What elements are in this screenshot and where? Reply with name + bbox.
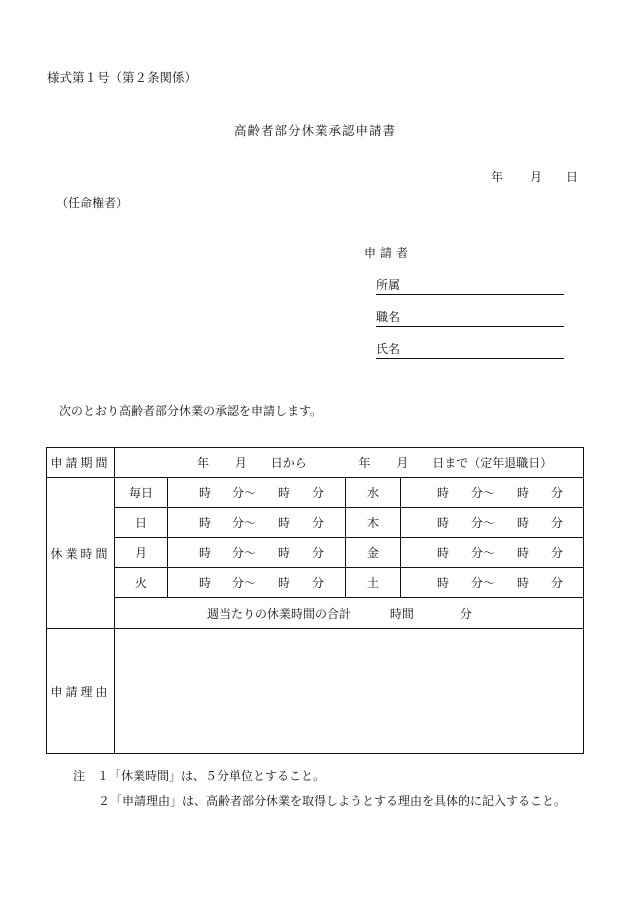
period-from-year: 年 bbox=[197, 456, 210, 470]
period-to-day: 日まで（定年退職日） bbox=[432, 456, 553, 470]
minute-from-unit: 分～ bbox=[471, 516, 496, 530]
day-label-fri: 金 bbox=[346, 538, 401, 568]
time-range-sun[interactable] bbox=[168, 508, 346, 538]
period-to-month: 月 bbox=[396, 456, 409, 470]
time-range-sat[interactable] bbox=[401, 568, 584, 598]
affiliation-field[interactable] bbox=[376, 276, 564, 295]
hours-row-2 bbox=[47, 508, 584, 538]
minute-unit: 分 bbox=[551, 516, 564, 530]
day-label-tue: 火 bbox=[115, 568, 168, 598]
date-year-label: 年 bbox=[491, 170, 504, 184]
hour-unit: 時 bbox=[437, 576, 450, 590]
hour-unit: 時 bbox=[278, 546, 291, 560]
applicant-label: 申請者 bbox=[364, 246, 413, 260]
minute-unit: 分 bbox=[312, 576, 325, 590]
minute-unit: 分 bbox=[312, 546, 325, 560]
minute-unit: 分 bbox=[551, 486, 564, 500]
minute-from-unit: 分～ bbox=[471, 486, 496, 500]
minute-from-unit: 分～ bbox=[232, 516, 257, 530]
affiliation-label: 所属 bbox=[376, 278, 401, 292]
name-label: 氏名 bbox=[376, 342, 401, 356]
reason-label: 申請理由 bbox=[47, 629, 115, 754]
period-to-year: 年 bbox=[358, 456, 371, 470]
hour-unit: 時 bbox=[517, 516, 530, 530]
hour-unit: 時 bbox=[437, 486, 450, 500]
day-label-sat: 土 bbox=[346, 568, 401, 598]
minute-unit: 分 bbox=[312, 486, 325, 500]
day-label-mon: 月 bbox=[115, 538, 168, 568]
weekly-total-field[interactable] bbox=[115, 598, 584, 629]
time-range-mon[interactable] bbox=[168, 538, 346, 568]
period-from-month: 月 bbox=[234, 456, 247, 470]
period-field[interactable] bbox=[115, 448, 584, 478]
period-from-day: 日から bbox=[270, 456, 307, 470]
minute-from-unit: 分～ bbox=[471, 546, 496, 560]
day-label-thu: 木 bbox=[346, 508, 401, 538]
minute-from-unit: 分～ bbox=[232, 576, 257, 590]
hour-unit: 時 bbox=[517, 546, 530, 560]
minute-unit: 分 bbox=[312, 516, 325, 530]
weekly-total-label: 週当たりの休業時間の合計 bbox=[207, 606, 352, 621]
hour-unit: 時 bbox=[278, 576, 291, 590]
document-title: 高齢者部分休業承認申請書 bbox=[233, 123, 396, 138]
time-range-thu[interactable] bbox=[401, 508, 584, 538]
time-range-tue[interactable] bbox=[168, 568, 346, 598]
form-number: 様式第１号（第２条関係） bbox=[47, 70, 198, 85]
hour-unit: 時 bbox=[517, 486, 530, 500]
hours-row-1 bbox=[47, 478, 584, 508]
reason-field[interactable] bbox=[115, 629, 584, 754]
note-2: ２「申請理由」は、高齢者部分休業を取得しようとする理由を具体的に記入すること。 bbox=[98, 794, 567, 808]
position-label: 職名 bbox=[376, 310, 401, 324]
day-label-wed: 水 bbox=[346, 478, 401, 508]
position-field[interactable] bbox=[376, 308, 564, 327]
time-range-fri[interactable] bbox=[401, 538, 584, 568]
minute-unit: 分 bbox=[551, 546, 564, 560]
appointer-label: （任命権者） bbox=[56, 196, 129, 210]
hour-unit: 時 bbox=[199, 486, 212, 500]
minute-from-unit: 分～ bbox=[232, 546, 257, 560]
date-month-label: 月 bbox=[530, 170, 543, 184]
hour-unit: 時 bbox=[437, 516, 450, 530]
hour-unit: 時 bbox=[517, 576, 530, 590]
hour-unit: 時 bbox=[199, 516, 212, 530]
minute-from-unit: 分～ bbox=[471, 576, 496, 590]
statement-text: 次のとおり高齢者部分休業の承認を申請します。 bbox=[59, 404, 323, 418]
reason-row bbox=[47, 629, 584, 754]
hour-unit: 時 bbox=[278, 486, 291, 500]
hour-unit: 時 bbox=[199, 576, 212, 590]
time-range-wed[interactable] bbox=[401, 478, 584, 508]
weekly-total-minutes: 分 bbox=[459, 606, 472, 621]
weekly-total-hours: 時間 bbox=[389, 606, 414, 621]
time-range-every[interactable] bbox=[168, 478, 346, 508]
name-field[interactable] bbox=[376, 340, 564, 359]
minute-from-unit: 分～ bbox=[232, 486, 257, 500]
day-label-every: 毎日 bbox=[115, 478, 168, 508]
day-label-sun: 日 bbox=[115, 508, 168, 538]
period-label: 申請期間 bbox=[47, 448, 115, 478]
hour-unit: 時 bbox=[278, 516, 291, 530]
period-row bbox=[47, 448, 584, 478]
weekly-total-row bbox=[47, 598, 584, 629]
date-day-label: 日 bbox=[566, 170, 579, 184]
hours-label: 休業時間 bbox=[47, 478, 115, 629]
hour-unit: 時 bbox=[437, 546, 450, 560]
hours-row-4 bbox=[47, 568, 584, 598]
application-table bbox=[46, 447, 584, 754]
minute-unit: 分 bbox=[551, 576, 564, 590]
hour-unit: 時 bbox=[199, 546, 212, 560]
hours-row-3 bbox=[47, 538, 584, 568]
note-1: 注 １「休業時間」は、５分単位とすること。 bbox=[73, 769, 326, 783]
